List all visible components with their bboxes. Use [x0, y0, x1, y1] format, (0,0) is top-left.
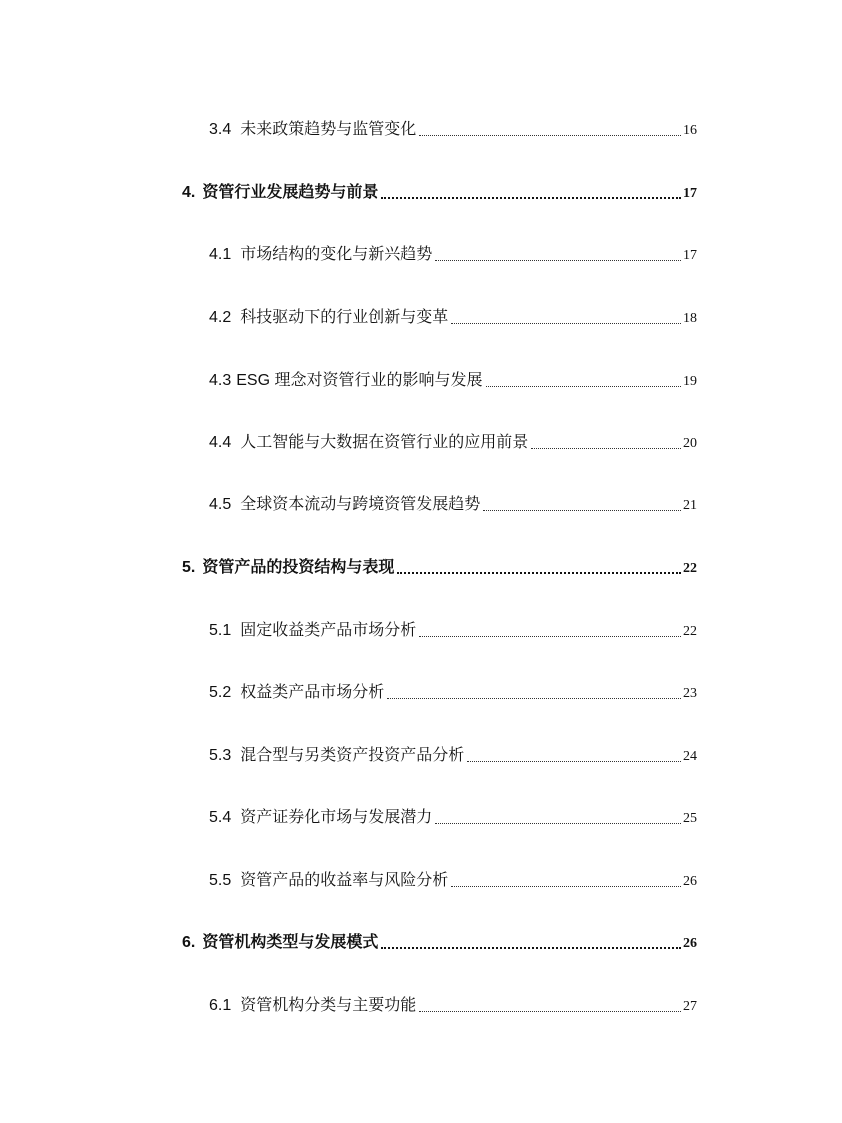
toc-entry-label: 资管行业发展趋势与前景 — [202, 184, 379, 201]
dot-leader — [381, 947, 681, 949]
toc-entry-4-3[interactable] — [209, 367, 697, 391]
toc-entry-5[interactable] — [182, 554, 697, 578]
toc-entry-title — [209, 495, 480, 515]
toc-entry-3-4[interactable] — [209, 116, 697, 140]
toc-page-number: 25 — [683, 811, 697, 826]
toc-entry-title — [209, 371, 483, 391]
toc-page-number: 22 — [683, 561, 697, 576]
dot-leader — [451, 323, 681, 324]
toc-entry-4[interactable] — [182, 179, 697, 203]
toc-entry-number: 5.4 — [209, 809, 232, 826]
toc-entry-title — [209, 746, 464, 766]
toc-entry-label: 混合型与另类资产投资产品分析 — [240, 747, 465, 764]
toc-entry-5-5[interactable] — [209, 867, 697, 891]
toc-page-number: 24 — [683, 749, 697, 764]
toc-entry-label: 市场结构的变化与新兴趋势 — [240, 246, 433, 263]
toc-page-number: 17 — [683, 248, 697, 263]
dot-leader — [419, 1011, 681, 1012]
toc-entry-number: 4.1 — [209, 246, 232, 263]
toc-page-number: 17 — [683, 186, 697, 201]
toc-entry-6-1[interactable] — [209, 992, 697, 1016]
toc-page-number: 21 — [683, 498, 697, 513]
toc-entry-label: 权益类产品市场分析 — [240, 684, 385, 701]
dot-leader — [451, 886, 681, 887]
toc-entry-number: 6.1 — [209, 997, 232, 1014]
toc-entry-number: 5. — [182, 559, 196, 576]
toc-entry-label: 资管机构类型与发展模式 — [202, 934, 379, 951]
dot-leader — [531, 448, 681, 449]
toc-entry-number: 5.5 — [209, 872, 232, 889]
toc-entry-5-4[interactable] — [209, 804, 697, 828]
dot-leader — [387, 698, 681, 699]
toc-entry-title — [182, 558, 394, 578]
toc-entry-label: ESG 理念对资管行业的影响与发展 — [236, 372, 483, 389]
toc-entry-label: 固定收益类产品市场分析 — [240, 622, 417, 639]
toc-entry-title — [209, 808, 432, 828]
toc-entry-title — [209, 245, 432, 265]
toc-entry-number: 6. — [182, 934, 196, 951]
toc-entry-number: 4. — [182, 184, 196, 201]
dot-leader — [435, 260, 681, 261]
dot-leader — [483, 510, 681, 511]
dot-leader — [381, 197, 681, 199]
toc-entry-4-1[interactable] — [209, 241, 697, 265]
toc-entry-title — [209, 621, 416, 641]
toc-page-number: 20 — [683, 436, 697, 451]
dot-leader — [419, 135, 681, 136]
toc-entry-4-4[interactable] — [209, 429, 697, 453]
toc-page-number: 27 — [683, 999, 697, 1014]
toc-page-number: 22 — [683, 624, 697, 639]
toc-entry-label: 资管产品的投资结构与表现 — [202, 559, 395, 576]
toc-entry-5-2[interactable] — [209, 679, 697, 703]
toc-entry-4-2[interactable] — [209, 304, 697, 328]
toc-entry-number: 4.3 — [209, 372, 232, 389]
dot-leader — [435, 823, 681, 824]
toc-entry-title — [209, 308, 448, 328]
toc-entry-title — [209, 683, 384, 703]
toc-entry-5-3[interactable] — [209, 742, 697, 766]
toc-entry-title — [209, 120, 416, 140]
toc-page-number: 18 — [683, 311, 697, 326]
toc-entry-label: 科技驱动下的行业创新与变革 — [240, 309, 449, 326]
toc-entry-title — [182, 933, 378, 953]
dot-leader — [397, 572, 681, 574]
dot-leader — [486, 386, 682, 387]
toc-entry-label: 人工智能与大数据在资管行业的应用前景 — [240, 434, 529, 451]
toc-entry-label: 未来政策趋势与监管变化 — [240, 121, 417, 138]
toc-page-number: 26 — [683, 874, 697, 889]
toc-page-number: 23 — [683, 686, 697, 701]
toc-entry-number: 5.2 — [209, 684, 232, 701]
toc-entry-title — [209, 433, 528, 453]
toc-entry-label: 资管产品的收益率与风险分析 — [240, 872, 449, 889]
toc-entry-title — [209, 871, 448, 891]
toc-page-number: 26 — [683, 936, 697, 951]
toc-page-number: 19 — [683, 374, 697, 389]
toc-entry-title — [209, 996, 416, 1016]
toc-entry-number: 4.2 — [209, 309, 232, 326]
toc-entry-5-1[interactable] — [209, 617, 697, 641]
toc-entry-number: 5.1 — [209, 622, 232, 639]
toc-entry-label: 资产证券化市场与发展潜力 — [240, 809, 433, 826]
toc-entry-number: 5.3 — [209, 747, 232, 764]
toc-entry-number: 4.4 — [209, 434, 232, 451]
dot-leader — [467, 761, 681, 762]
toc-entry-4-5[interactable] — [209, 491, 697, 515]
toc-entry-label: 全球资本流动与跨境资管发展趋势 — [240, 496, 481, 513]
toc-entry-number: 4.5 — [209, 496, 232, 513]
toc-page-number: 16 — [683, 123, 697, 138]
toc-entry-label: 资管机构分类与主要功能 — [240, 997, 417, 1014]
toc-entry-number: 3.4 — [209, 121, 232, 138]
toc-entry-6[interactable] — [182, 929, 697, 953]
dot-leader — [419, 636, 681, 637]
toc-entry-title — [182, 183, 378, 203]
